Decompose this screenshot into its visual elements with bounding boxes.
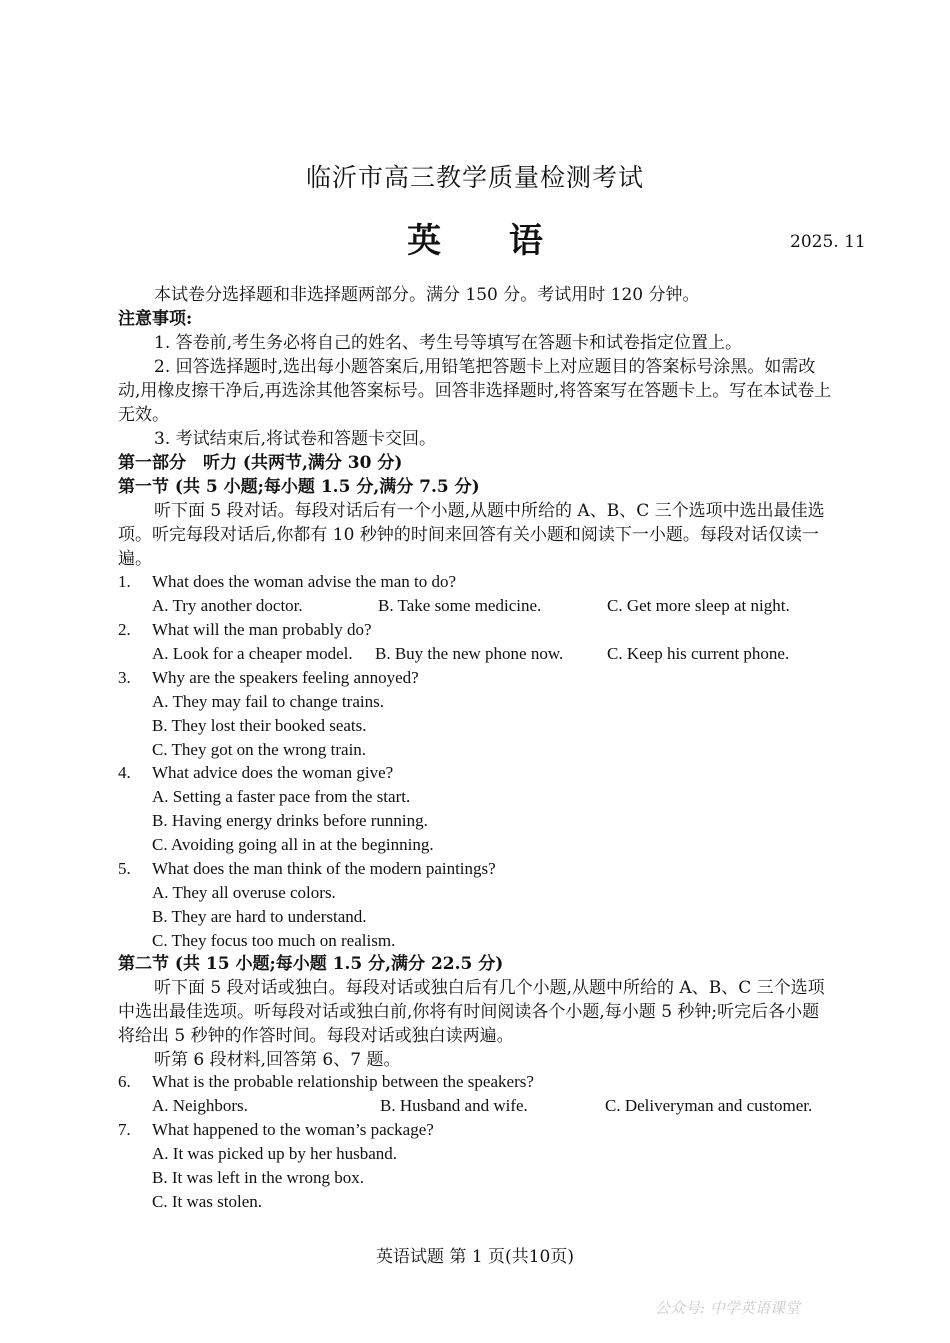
option-c: C. They got on the wrong train. bbox=[152, 740, 367, 759]
question-stem: What will the man probably do? bbox=[152, 620, 372, 639]
subject-title: 英 语 bbox=[407, 221, 571, 261]
option-b: B. Buy the new phone now. bbox=[375, 644, 564, 663]
exam-date: 2025. 11 bbox=[790, 232, 866, 252]
watermark: 公众号: 中学英语课堂 bbox=[655, 1299, 800, 1317]
option-b: B. They lost their booked seats. bbox=[152, 716, 367, 735]
option-b: B. They are hard to understand. bbox=[152, 907, 367, 926]
section1-instructions: 听下面 5 段对话。每段对话后有一个小题,从题中所给的 A、B、C 三个选项中选出最佳选项。听完每段对话后,你都有 10 秒钟的时间来回答有关小题和阅读下一小题。每段对话仅读一遍。 bbox=[118, 501, 825, 569]
notes-heading: 注意事项: bbox=[118, 309, 193, 329]
question-stem: What advice does the woman give? bbox=[152, 763, 394, 782]
question-number: 7. bbox=[118, 1120, 131, 1139]
material-note: 听第 6 段材料,回答第 6、7 题。 bbox=[154, 1050, 401, 1070]
option-a: A. It was picked up by her husband. bbox=[152, 1144, 398, 1163]
option-c: C. Deliveryman and customer. bbox=[605, 1096, 813, 1115]
part1-heading: 第一部分 听力 (共两节,满分 30 分) bbox=[118, 453, 403, 473]
option-a: A. They may fail to change trains. bbox=[152, 692, 384, 711]
option-c: C. It was stolen. bbox=[152, 1192, 263, 1211]
section1-heading: 第一节 (共 5 小题;每小题 1.5 分,满分 7.5 分) bbox=[118, 477, 480, 497]
question-stem: What is the probable relationship between the speakers? bbox=[152, 1072, 534, 1091]
page-footer: 英语试题 第 1 页(共10页) bbox=[376, 1247, 574, 1267]
question-number: 2. bbox=[118, 620, 131, 639]
option-b: B. It was left in the wrong box. bbox=[152, 1168, 364, 1187]
question-number: 5. bbox=[118, 859, 131, 878]
option-b: B. Husband and wife. bbox=[380, 1096, 528, 1115]
option-a: A. Neighbors. bbox=[152, 1096, 248, 1115]
option-a: A. They all overuse colors. bbox=[152, 883, 336, 902]
option-c: C. Keep his current phone. bbox=[607, 644, 790, 663]
note-item-3: 3. 考试结束后,将试卷和答题卡交回。 bbox=[154, 429, 437, 449]
option-c: C. Avoiding going all in at the beginning. bbox=[152, 835, 434, 854]
exam-title: 临沂市高三教学质量检测考试 bbox=[305, 163, 644, 192]
question-stem: What does the man think of the modern paintings? bbox=[152, 859, 496, 878]
section2-heading: 第二节 (共 15 小题;每小题 1.5 分,满分 22.5 分) bbox=[118, 954, 504, 974]
option-a: A. Setting a faster pace from the start. bbox=[152, 787, 411, 806]
question-number: 3. bbox=[118, 668, 131, 687]
question-number: 6. bbox=[118, 1072, 131, 1091]
option-a: A. Look for a cheaper model. bbox=[152, 644, 353, 663]
question-stem: What does the woman advise the man to do? bbox=[152, 572, 457, 591]
note-item-2: 2. 回答选择题时,选出每小题答案后,用铅笔把答题卡上对应题目的答案标号涂黑。如需改动,用橡皮擦干净后,再选涂其他答案标号。回答非选择题时,将答案写在答题卡上。写在本试卷上无效。 bbox=[118, 357, 832, 425]
option-c: C. They focus too much on realism. bbox=[152, 931, 396, 950]
intro-text: 本试卷分选择题和非选择题两部分。满分 150 分。考试用时 120 分钟。 bbox=[154, 285, 700, 305]
note-item-1: 1. 答卷前,考生务必将自己的姓名、考生号等填写在答题卡和试卷指定位置上。 bbox=[154, 333, 743, 353]
question-stem: Why are the speakers feeling annoyed? bbox=[152, 668, 419, 687]
section2-instructions: 听下面 5 段对话或独白。每段对话或独白后有几个小题,从题中所给的 A、B、C 三个选项中选出最佳选项。听每段对话或独白前,你将有时间阅读各个小题,每小题 5 秒钟;听完后各小题将给出 5 秒钟的作答时间。每段对话或独白读两遍。 bbox=[118, 978, 825, 1046]
option-b: B. Take some medicine. bbox=[378, 596, 542, 615]
question-number: 4. bbox=[118, 763, 131, 782]
question-number: 1. bbox=[118, 572, 131, 591]
option-c: C. Get more sleep at night. bbox=[607, 596, 790, 615]
option-a: A. Try another doctor. bbox=[152, 596, 303, 615]
option-b: B. Having energy drinks before running. bbox=[152, 811, 428, 830]
question-stem: What happened to the woman’s package? bbox=[152, 1120, 434, 1139]
